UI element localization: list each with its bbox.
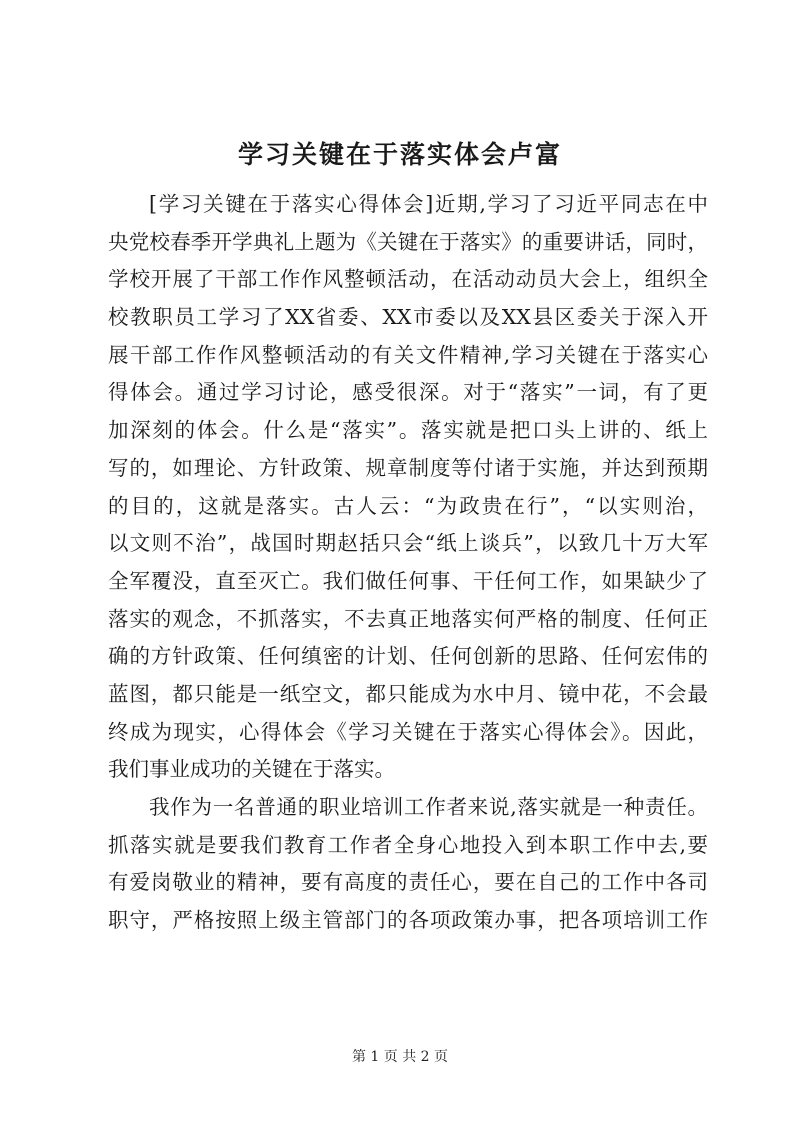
text-line: 展干部工作作风整顿活动的有关文件精神,学习关键在于落实心 <box>108 342 708 367</box>
text-line: 全军覆没，直至灭亡。我们做任何事、干任何工作，如果缺少了 <box>108 568 708 593</box>
text-line: 蓝图，都只能是一纸空文，都只能成为水中月、镜中花，不会最 <box>108 681 708 706</box>
text-line: 校教职员工学习了XX省委、XX市委以及XX县区委关于深入开 <box>108 305 708 330</box>
text-line: 确的方针政策、任何缜密的计划、任何创新的思路、任何宏伟的 <box>108 644 708 669</box>
text-line: 有爱岗敬业的精神，要有高度的责任心，要在自己的工作中各司 <box>108 870 708 895</box>
text-line: 加深刻的体会。什么是“落实”。落实就是把口头上讲的、纸上 <box>108 418 708 443</box>
paragraph-1 <box>108 186 708 789</box>
text-line: 终成为现实，心得体会《学习关键在于落实心得体会》。因此， <box>108 719 708 744</box>
paragraph-2 <box>108 789 708 940</box>
text-line: [学习关键在于落实心得体会]近期,学习了习近平同志在中 <box>149 192 708 216</box>
text-line: 抓落实就是要我们教育工作者全身心地投入到本职工作中去,要 <box>108 832 708 857</box>
text-line: 以文则不治”，战国时期赵括只会“纸上谈兵”，以致几十万大军 <box>108 531 708 556</box>
page-footer: 第 1 页 共 2 页 <box>351 1049 449 1065</box>
text-line: 我们事业成功的关键在于落实。 <box>108 757 395 782</box>
document-body <box>108 186 708 940</box>
text-line: 得体会。通过学习讨论，感受很深。对于“落实”一词，有了更 <box>108 380 708 405</box>
text-line: 职守，严格按照上级主管部门的各项政策办事，把各项培训工作 <box>108 908 708 933</box>
text-line: 我作为一名普通的职业培训工作者来说,落实就是一种责任。 <box>149 795 708 819</box>
text-line: 的目的，这就是落实。古人云：“为政贵在行”，“以实则治， <box>108 493 708 518</box>
text-line: 写的，如理论、方针政策、规章制度等付诸于实施，并达到预期 <box>108 455 708 480</box>
text-line: 央党校春季开学典礼上题为《关键在于落实》的重要讲话，同时， <box>108 229 708 254</box>
document-title: 学习关键在于落实体会卢富 <box>237 140 562 169</box>
text-line: 学校开展了干部工作作风整顿活动，在活动动员大会上，组织全 <box>108 267 708 292</box>
text-line: 落实的观念，不抓落实，不去真正地落实何严格的制度、任何正 <box>108 606 708 631</box>
